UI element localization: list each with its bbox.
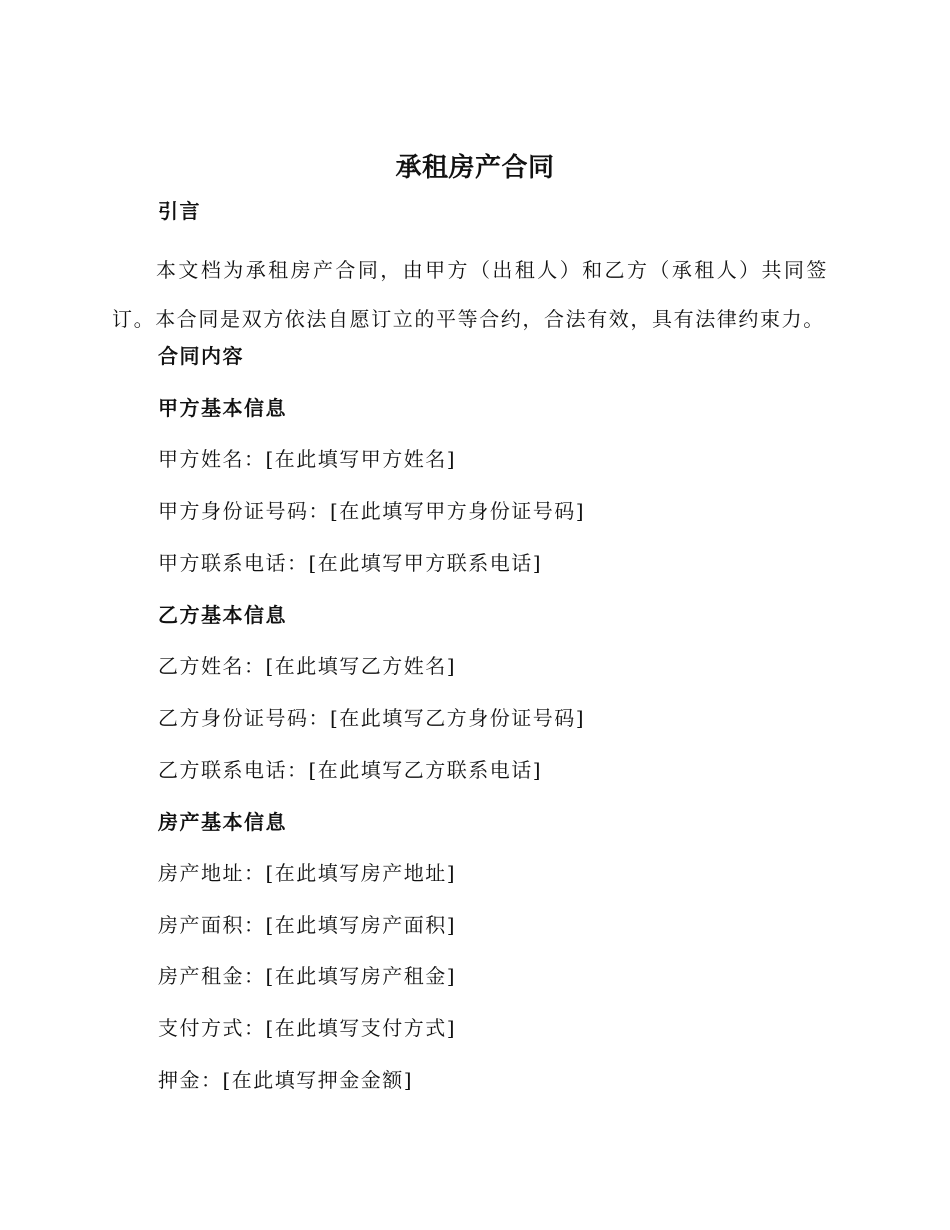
party-b-id-field: 乙方身份证号码：[在此填写乙方身份证号码] — [158, 706, 586, 730]
party-a-phone-field: 甲方联系电话：[在此填写甲方联系电话] — [158, 551, 543, 575]
payment-method-field: 支付方式：[在此填写支付方式] — [158, 1016, 457, 1040]
property-heading: 房产基本信息 — [158, 810, 287, 834]
party-b-name-field: 乙方姓名：[在此填写乙方姓名] — [158, 654, 457, 678]
intro-paragraph: 本文档为承租房产合同，由甲方（出租人）和乙方（承租人）共同签订。本合同是双方依法自愿订立的平等合约，合法有效，具有法律约束力。 — [112, 258, 828, 331]
property-rent-field: 房产租金：[在此填写房产租金] — [158, 964, 457, 988]
party-a-heading: 甲方基本信息 — [158, 396, 287, 420]
party-b-heading: 乙方基本信息 — [158, 603, 287, 627]
document-title: 承租房产合同 — [395, 153, 555, 183]
property-area-field: 房产面积：[在此填写房产面积] — [158, 913, 457, 937]
intro-heading: 引言 — [158, 199, 201, 223]
deposit-field: 押金：[在此填写押金金额] — [158, 1068, 414, 1092]
party-a-id-field: 甲方身份证号码：[在此填写甲方身份证号码] — [158, 499, 586, 523]
contract-content-heading: 合同内容 — [158, 344, 244, 368]
party-a-name-field: 甲方姓名：[在此填写甲方姓名] — [158, 447, 457, 471]
property-address-field: 房产地址：[在此填写房产地址] — [158, 861, 457, 885]
party-b-phone-field: 乙方联系电话：[在此填写乙方联系电话] — [158, 758, 543, 782]
